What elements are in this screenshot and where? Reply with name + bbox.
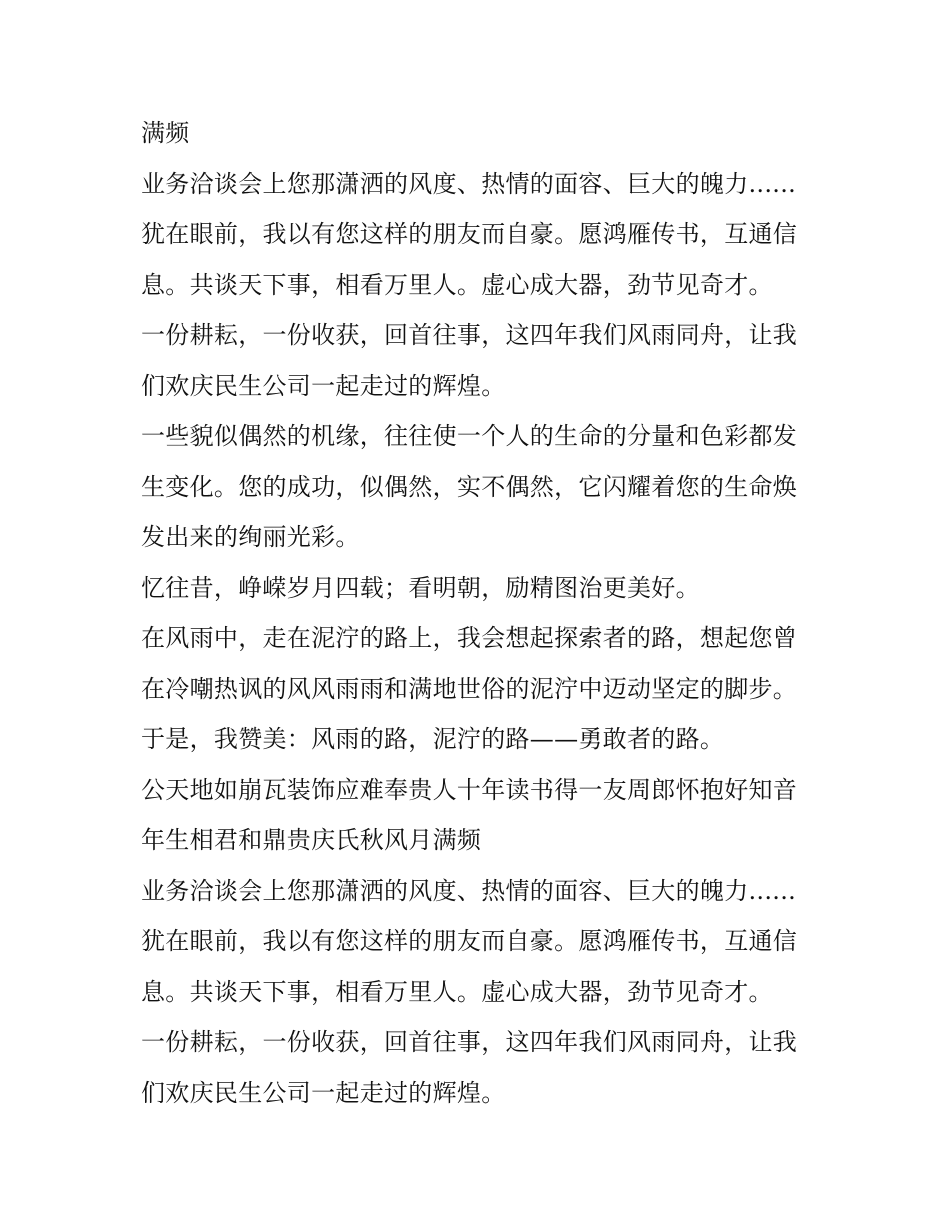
document-body — [141, 108, 821, 1118]
text-line: 息。共谈天下事，相看万里人。虚心成大器，劲节见奇才。 — [141, 270, 773, 299]
text-line: 忆往昔，峥嵘岁月四载；看明朝，励精图治更美好。 — [141, 573, 700, 602]
text-line: 们欢庆民生公司一起走过的辉煌。 — [141, 1078, 506, 1107]
text-line: 在冷嘲热讽的风风雨雨和满地世俗的泥泞中迈动坚定的脚步。 — [141, 674, 798, 703]
text-line: 在风雨中，走在泥泞的路上，我会想起探索者的路，想起您曾 — [141, 624, 798, 652]
text-line: 满频 — [141, 119, 190, 147]
text-line: 一些貌似偶然的机缘，往往使一个人的生命的分量和色彩都发 — [141, 422, 798, 450]
text-line: 发出来的绚丽光彩。 — [141, 523, 360, 551]
text-line: 一份耕耘，一份收获，回首往事，这四年我们风雨同舟，让我 — [141, 321, 798, 349]
text-line: 们欢庆民生公司一起走过的辉煌。 — [141, 371, 506, 400]
text-line: 于是，我赞美：风雨的路，泥泞的路——勇敢者的路。 — [141, 725, 725, 753]
text-line: 一份耕耘，一份收获，回首往事，这四年我们风雨同舟，让我 — [141, 1028, 798, 1056]
text-line: 年生相君和鼎贵庆氏秋风月满频 — [141, 826, 482, 854]
text-line: 业务洽谈会上您那潇洒的风度、热情的面容、巨大的魄力...... — [141, 876, 797, 905]
text-line: 生变化。您的成功，似偶然，实不偶然，它闪耀着您的生命焕 — [141, 472, 798, 501]
text-line: 犹在眼前，我以有您这样的朋友而自豪。愿鸿雁传书，互通信 — [141, 220, 798, 248]
text-line: 犹在眼前，我以有您这样的朋友而自豪。愿鸿雁传书，互通信 — [141, 927, 798, 955]
text-line: 公天地如崩瓦装饰应难奉贵人十年读书得一友周郎怀抱好知音 — [141, 775, 798, 804]
text-line: 息。共谈天下事，相看万里人。虚心成大器，劲节见奇才。 — [141, 977, 773, 1006]
text-line: 业务洽谈会上您那潇洒的风度、热情的面容、巨大的魄力...... — [141, 169, 797, 198]
